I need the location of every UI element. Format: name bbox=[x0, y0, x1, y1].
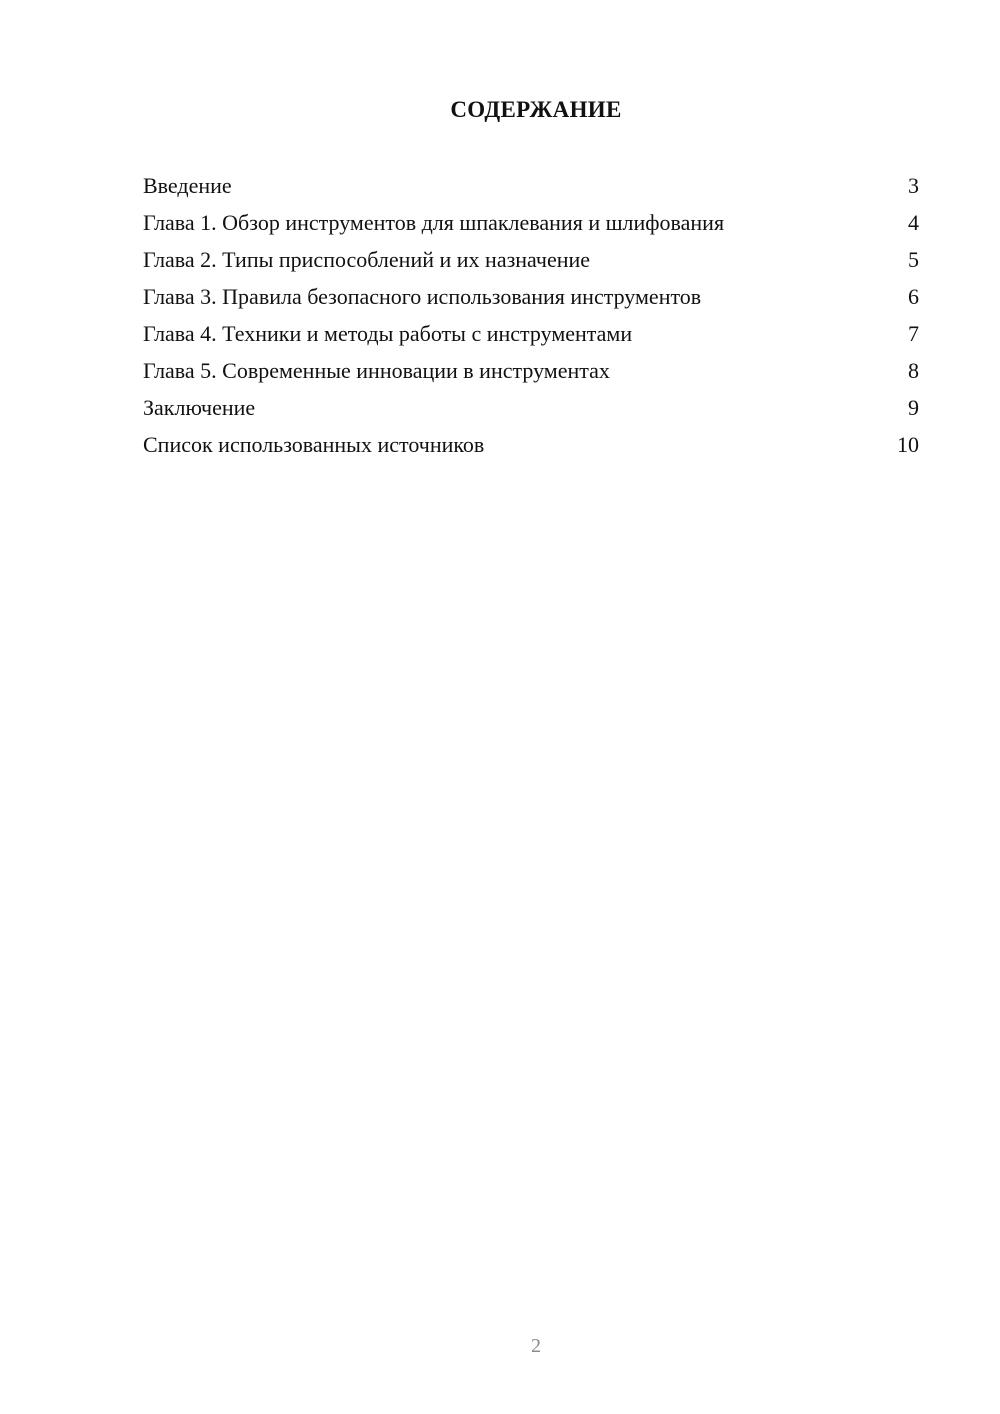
toc-entry-label: Введение bbox=[143, 173, 232, 198]
toc-entry-page-number: 4 bbox=[908, 210, 919, 235]
toc-entry-label: Заключение bbox=[143, 395, 256, 420]
toc-entry-references bbox=[143, 426, 919, 463]
toc-entry-label: Глава 2. Типы приспособлений и их назначение bbox=[143, 247, 591, 272]
toc-entry-label: Глава 1. Обзор инструментов для шпаклевания и шлифования bbox=[143, 210, 725, 235]
toc-entry-chapter-5 bbox=[143, 352, 919, 389]
toc-entry-page-number: 9 bbox=[908, 395, 919, 420]
toc-entry-page-number: 7 bbox=[908, 321, 919, 346]
table-of-contents bbox=[143, 167, 919, 463]
toc-entry-page-number: 3 bbox=[908, 173, 919, 198]
toc-entry-chapter-2 bbox=[143, 241, 919, 278]
toc-entry-chapter-1 bbox=[143, 204, 919, 241]
toc-entry-chapter-3 bbox=[143, 278, 919, 315]
page-number: 2 bbox=[531, 1335, 541, 1357]
toc-entry-conclusion bbox=[143, 389, 919, 426]
toc-entry-page-number: 8 bbox=[908, 358, 919, 383]
toc-entry-label: Список использованных источников bbox=[143, 432, 485, 457]
toc-entry-page-number: 5 bbox=[908, 247, 919, 272]
toc-entry-introduction bbox=[143, 167, 919, 204]
toc-entry-page-number: 6 bbox=[908, 284, 919, 309]
page-title: СОДЕРЖАНИЕ bbox=[450, 97, 622, 122]
toc-entry-page-number: 10 bbox=[897, 432, 919, 457]
toc-entry-label: Глава 4. Техники и методы работы с инструментами bbox=[143, 321, 633, 346]
toc-entry-chapter-4 bbox=[143, 315, 919, 352]
toc-entry-label: Глава 5. Современные инновации в инструментах bbox=[143, 358, 610, 383]
toc-entry-label: Глава 3. Правила безопасного использования инструментов bbox=[143, 284, 702, 309]
